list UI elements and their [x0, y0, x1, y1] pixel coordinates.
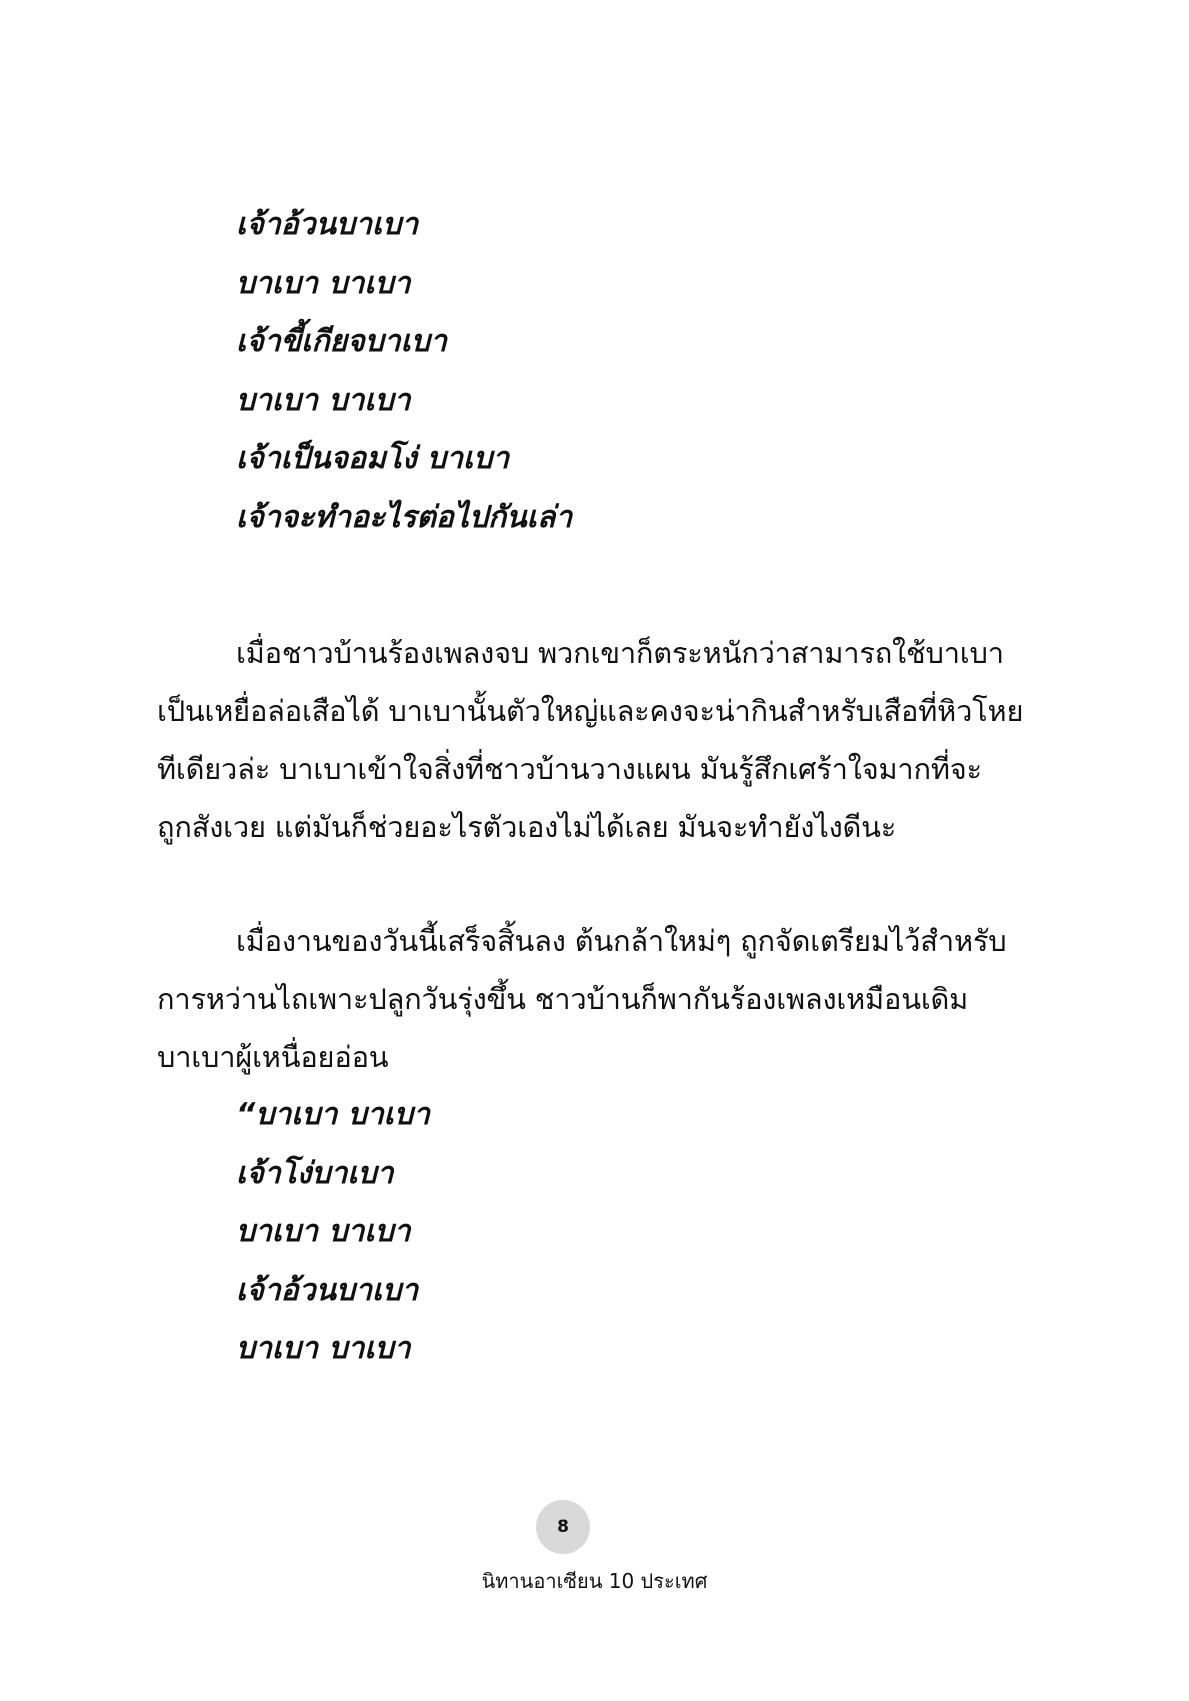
paragraph-line: บาเบาผู้เหนื่อยอ่อน — [157, 1040, 389, 1074]
verse-line: เจ้าเป็นจอมโง่ บาเบา — [236, 441, 510, 476]
paragraph-1 — [157, 624, 1024, 856]
paragraph-line: เมื่อชาวบ้านร้องเพลงจบ พวกเขาก็ตระหนักว่าสามารถใช้บาเบา — [236, 636, 1004, 670]
paragraph-line: ทีเดียวล่ะ บาเบาเข้าใจสิ่งที่ชาวบ้านวางแผน มันรู้สึกเศร้าใจมากที่จะ — [157, 752, 982, 786]
verse-line: เจ้าโง่บาเบา — [236, 1155, 394, 1191]
book-title-footer: นิทานอาเซียน 10 ประเทศ — [481, 1569, 708, 1593]
paragraph-line: เมื่องานของวันนี้เสร็จสิ้นลง ต้นกล้าใหม่ๆ ถูกจัดเตรียมไว้สำหรับ — [236, 924, 1007, 958]
page-number: 8 — [557, 1517, 569, 1537]
verse-line: เจ้าจะทำอะไรต่อไปกันเล่า — [236, 499, 573, 535]
verse-line: “บาเบา บาเบา — [236, 1097, 430, 1132]
verse-line: เจ้าอ้วนบาเบา — [236, 207, 419, 242]
verse-line: บาเบา บาเบา — [236, 1331, 411, 1366]
paragraph-line: การหว่านไถเพาะปลูกวันรุ่งขึ้น ชาวบ้านก็พากันร้องเพลงเหมือนเดิม — [157, 982, 969, 1016]
song-verse-top — [236, 196, 572, 547]
verse-line: เจ้าขี้เกียจบาเบา — [236, 324, 447, 359]
song-verse-bottom — [236, 1086, 430, 1379]
paragraph-2 — [157, 912, 1007, 1086]
verse-line: บาเบา บาเบา — [236, 1214, 411, 1249]
paragraph-line: เป็นเหยื่อล่อเสือได้ บาเบานั้นตัวใหญ่และคงจะน่ากินสำหรับเสือที่หิวโหย — [157, 694, 1024, 728]
verse-line: บาเบา บาเบา — [236, 382, 411, 418]
page-number-badge — [536, 1500, 590, 1554]
verse-line: เจ้าอ้วนบาเบา — [236, 1272, 419, 1308]
verse-line: บาเบา บาเบา — [236, 265, 411, 301]
paragraph-line: ถูกสังเวย แต่มันก็ช่วยอะไรตัวเองไม่ได้เลย มันจะทำยังไงดีนะ — [157, 810, 897, 844]
